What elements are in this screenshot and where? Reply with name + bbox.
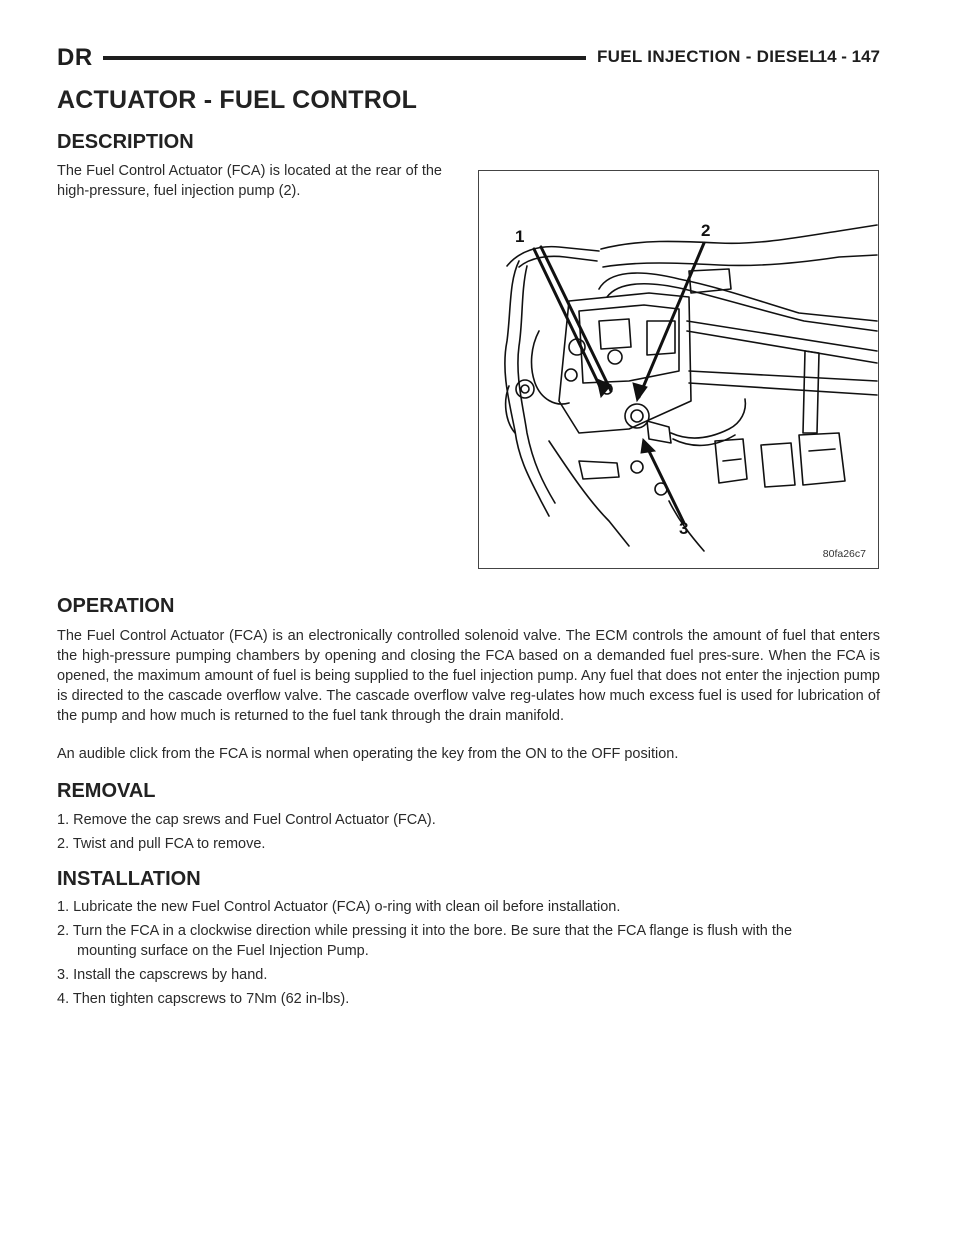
page-title: ACTUATOR - FUEL CONTROL [57,86,418,114]
page-number: 14 - 147 [817,47,880,66]
description-heading: DESCRIPTION [57,131,194,153]
installation-step-1: 1. Lubricate the new Fuel Control Actuator (FCA) o-ring with clean oil before installation. [57,899,621,915]
fca-illustration [478,170,879,569]
callout-3: 3 [679,519,689,538]
section-name: FUEL INJECTION - DIESEL [597,47,820,66]
installation-step-2 [57,921,880,961]
engine-line-drawing [479,171,878,568]
installation-step-3: 3. Install the capscrews by hand. [57,967,268,983]
header-rule [103,56,586,60]
figure-code: 80fa26c7 [822,548,866,560]
callout-2: 2 [701,221,711,240]
installation-heading: INSTALLATION [57,868,201,890]
page-header [57,44,880,74]
operation-heading: OPERATION [57,595,175,617]
removal-step-1: 1. Remove the cap srews and Fuel Control Actuator (FCA). [57,812,436,828]
installation-step-2-line-1: 2. Turn the FCA in a clockwise direction while pressing it into the bore. Be sure that the FCA flange is flush with the [57,923,793,939]
manual-code: DR [57,44,93,71]
installation-step-4: 4. Then tighten capscrews to 7Nm (62 in-lbs). [57,991,350,1007]
installation-step-2-line-2: mounting surface on the Fuel Injection Pump. [77,943,369,959]
description-text: The Fuel Control Actuator (FCA) is located at the rear of the high-pressure, fuel injection pump (2). [57,163,442,199]
removal-heading: REMOVAL [57,780,156,802]
removal-step-2: 2. Twist and pull FCA to remove. [57,836,266,852]
callout-1: 1 [515,227,525,246]
operation-note: An audible click from the FCA is normal when operating the key from the ON to the OFF position. [57,746,679,762]
operation-paragraph: The Fuel Control Actuator (FCA) is an electronically controlled solenoid valve. The ECM controls the amount of fuel that enters the high-pressure pumping chambers by opening and closing the FCA based on a demanded fuel pres-sure. When the FCA is opened, the maximum amount of fuel is being supplied to the fuel injection pump. Any fuel that does not enter the injection pump is directed to the cascade overflow valve. The cascade overflow valve reg-ulates how much excess fuel is used for lubrication of the pump and how much is returned to the fuel tank through the drain manifold. [57,628,880,724]
